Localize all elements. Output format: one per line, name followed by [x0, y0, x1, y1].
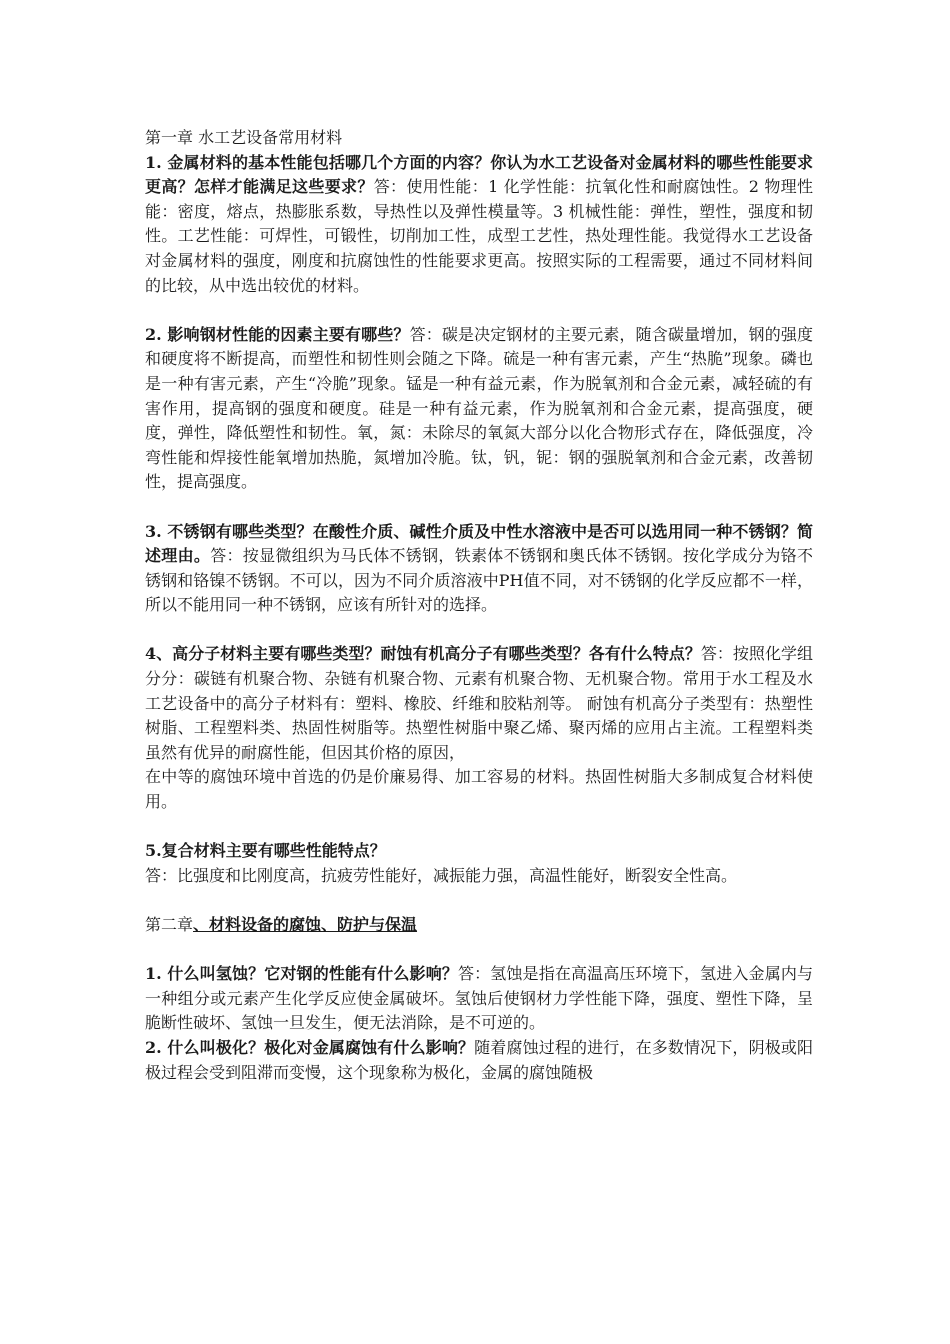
chapter-2-prefix: 第二章	[145, 915, 194, 934]
answer-text: 答：使用性能：1 化学性能：抗氧化性和耐腐蚀性。2 物理性能：密度，熔点，热膨胀系数，导热性以及弹性模量等。3 机械性能：弹性，塑性，强度和韧性。工艺性能：可焊性，可锻性，切削加工性，成型工艺性，热处理性能。我觉得水工艺设备对金属材料的强度，刚度和抗腐蚀性的性能要求更高。按照实际的工程需要，通过不同材料间的比较，从中选出较优的材料。	[145, 177, 813, 295]
answer-text: 答：按照化学组分分：碳链有机聚合物、杂链有机聚合物、元素有机聚合物、无机聚合物。常用于水工程及水工艺设备中的高分子材料有：塑料、橡胶、纤维和胶粘剂等。 耐蚀有机高分子类型有：热塑性树脂、工程塑料类、热固性树脂等。热塑性树脂中聚乙烯、聚丙烯的应用占主流。工程塑料类虽然有优异的耐腐性能，但因其价格的原因，	[145, 644, 813, 762]
ch1-question-5: 5.复合材料主要有哪些性能特点？	[145, 841, 386, 861]
document-body	[145, 126, 813, 1085]
ch2-question-2	[145, 1036, 813, 1085]
chapter-2-title	[145, 913, 813, 938]
ch1-question-4-continued: 在中等的腐蚀环境中首选的仍是价廉易得、加工容易的材料。热固性树脂大多制成复合材料使用。	[145, 767, 813, 812]
question-text: 2. 影响钢材性能的因素主要有哪些？	[145, 324, 410, 344]
chapter-1-title: 第一章 水工艺设备常用材料	[145, 128, 343, 147]
ch1-answer-5: 答：比强度和比刚度高，抗疲劳性能好，减振能力强，高温性能好，断裂安全性高。	[145, 865, 738, 885]
ch2-question-1	[145, 962, 813, 1036]
answer-text: 答：氢蚀是指在高温高压环境下，氢进入金属内与一种组分或元素产生化学反应使金属破坏。氢蚀后使钢材力学性能下降，强度、塑性下降，呈脆断性破坏、氢蚀一旦发生，便无法消除，是不可逆的。	[145, 964, 813, 1033]
question-text: 4、高分子材料主要有哪些类型？耐蚀有机高分子有哪些类型？各有什么特点？	[145, 644, 701, 664]
question-text: 1. 什么叫氢蚀？它对钢的性能有什么影响？	[145, 964, 458, 984]
answer-text: 答：碳是决定钢材的主要元素，随含碳量增加，钢的强度和硬度将不断提高，而塑性和韧性则会随之下降。硫是一种有害元素，产生“热脆”现象。磷也是一种有害元素，产生“冷脆”现象。锰是一种有益元素，作为脱氧剂和合金元素，减轻硫的有害作用，提高钢的强度和硬度。硅是一种有益元素，作为脱氧剂和合金元素，提高强度，硬度，弹性，降低塑性和韧性。氧，氮：未除尽的氧氮大部分以化合物形式存在，降低强度，冷弯性能和焊接性能氧增加热脆，氮增加冷脆。钛，钒，铌：钢的强脱氧剂和合金元素，改善韧性，提高强度。	[145, 324, 813, 492]
question-text: 1. 金属材料的基本性能包括哪几个方面的内容？你认为水工艺设备对金属材料的哪些性能要求更高？怎样才能满足这些要求？	[145, 152, 813, 197]
ch1-question-4	[145, 642, 813, 765]
chapter-2-heading: 、材料设备的腐蚀、防护与保温	[193, 915, 418, 934]
answer-text: 答：按显微组织为马氏体不锈钢，铁素体不锈钢和奥氏体不锈钢。按化学成分为铬不锈钢和铬镍不锈钢。不可以，因为不同介质溶液中PH值不同，对不锈钢的化学反应都不一样，所以不能用同一种不锈钢，应该有所针对的选择。	[145, 546, 813, 615]
question-text: 2. 什么叫极化？极化对金属腐蚀有什么影响？	[145, 1037, 475, 1057]
answer-text: 随着腐蚀过程的进行，在多数情况下，阴极或阳极过程会受到阻滞而变慢，这个现象称为极化，金属的腐蚀随极	[145, 1037, 813, 1082]
ch1-question-3	[145, 520, 813, 618]
question-text: 3. 不锈钢有哪些类型？在酸性介质、碱性介质及中性水溶液中是否可以选用同一种不锈钢？简述理由。	[145, 521, 813, 566]
ch1-question-1	[145, 151, 813, 299]
ch1-question-2	[145, 323, 813, 495]
